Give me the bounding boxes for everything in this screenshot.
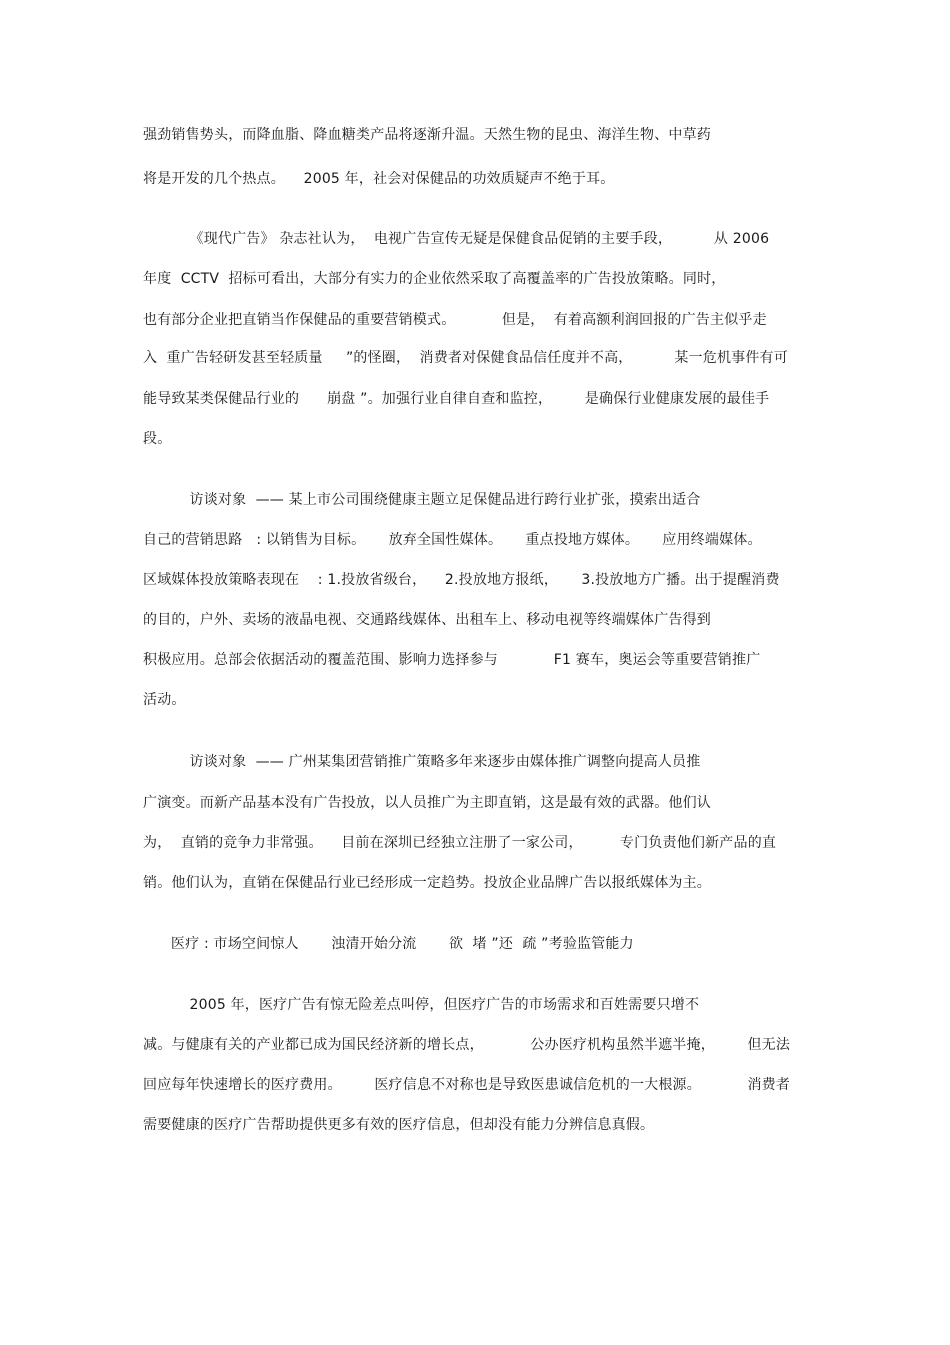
text-line: 广演变。而新产品基本没有广告投放，以人员推广为主即直销，这是最有效的武器。他们认 [143, 795, 711, 811]
text-line: 强劲销售势头，而降血脂、降血糖类产品将逐渐升温。天然生物的昆虫、海洋生物、中草药 [143, 127, 711, 143]
text-line: 为， 直销的竞争力非常强。 目前在深圳已经独立注册了一家公司， 专门负责他们新产品的直 [143, 835, 777, 851]
text-line: 需要健康的医疗广告帮助提供更多有效的医疗信息，但却没有能力分辨信息真假。 [143, 1117, 655, 1133]
text-line: 年度 CCTV 招标可看出，大部分有实力的企业依然采取了高覆盖率的广告投放策略。同时， [143, 271, 726, 287]
text-line: 段。 [143, 431, 172, 447]
text-line: 销。他们认为，直销在保健品行业已经形成一定趋势。投放企业品牌广告以报纸媒体为主。 [143, 875, 711, 891]
text-line: 2005 年，医疗广告有惊无险差点叫停，但医疗广告的市场需求和百姓需要只增不 [143, 997, 700, 1013]
text-line: 自己的营销思路 : 以销售为目标。 放弃全国性媒体。 重点投地方媒体。 应用终端媒体。 [143, 532, 762, 548]
text-line: 将是开发的几个热点。 2005 年，社会对保健品的功效质疑声不绝于耳。 [143, 171, 615, 187]
section-heading: 医疗 : 市场空间惊人 浊清开始分流 欲 堵 ”还 疏 ”考验监管能力 [143, 936, 634, 952]
text-line: 访谈对象 —— 广州某集团营销推广策略多年来逐步由媒体推广调整向提高人员推 [143, 754, 701, 770]
text-line: 也有部分企业把直销当作保健品的重要营销模式。 但是， 有着高额利润回报的广告主似乎走 [143, 312, 767, 328]
text-line: 减。与健康有关的产业都已成为国民经济新的增长点， 公办医疗机构虽然半遮半掩， 但无法 [143, 1037, 791, 1053]
text-line: 入 重广告轻研发甚至轻质量 ”的怪圈， 消费者对保健食品信任度并不高， 某一危机事件有可 [143, 350, 788, 366]
text-line: 区域媒体投放策略表现在 : 1.投放省级台， 2.投放地方报纸， 3.投放地方广播。出于提醒消费 [143, 572, 780, 588]
text-line: 活动。 [143, 692, 186, 708]
text-line: 访谈对象 —— 某上市公司围绕健康主题立足保健品进行跨行业扩张，摸索出适合 [143, 492, 701, 508]
text-line: 的目的，户外、卖场的液晶电视、交通路线媒体、出租车上、移动电视等终端媒体广告得到 [143, 612, 711, 628]
text-line: 回应每年快速增长的医疗费用。 医疗信息不对称也是导致医患诚信危机的一大根源。 消费者 [143, 1077, 791, 1093]
text-line: 积极应用。总部会依据活动的覆盖范围、影响力选择参与 F1 赛车，奥运会等重要营销推广 [143, 652, 761, 668]
text-line: 《现代广告》 杂志社认为， 电视广告宣传无疑是保健食品促销的主要手段， 从 2006 [143, 231, 770, 247]
text-line: 能导致某类保健品行业的 崩盘 ”。加强行业自律自查和监控， 是确保行业健康发展的最佳手 [143, 391, 770, 407]
